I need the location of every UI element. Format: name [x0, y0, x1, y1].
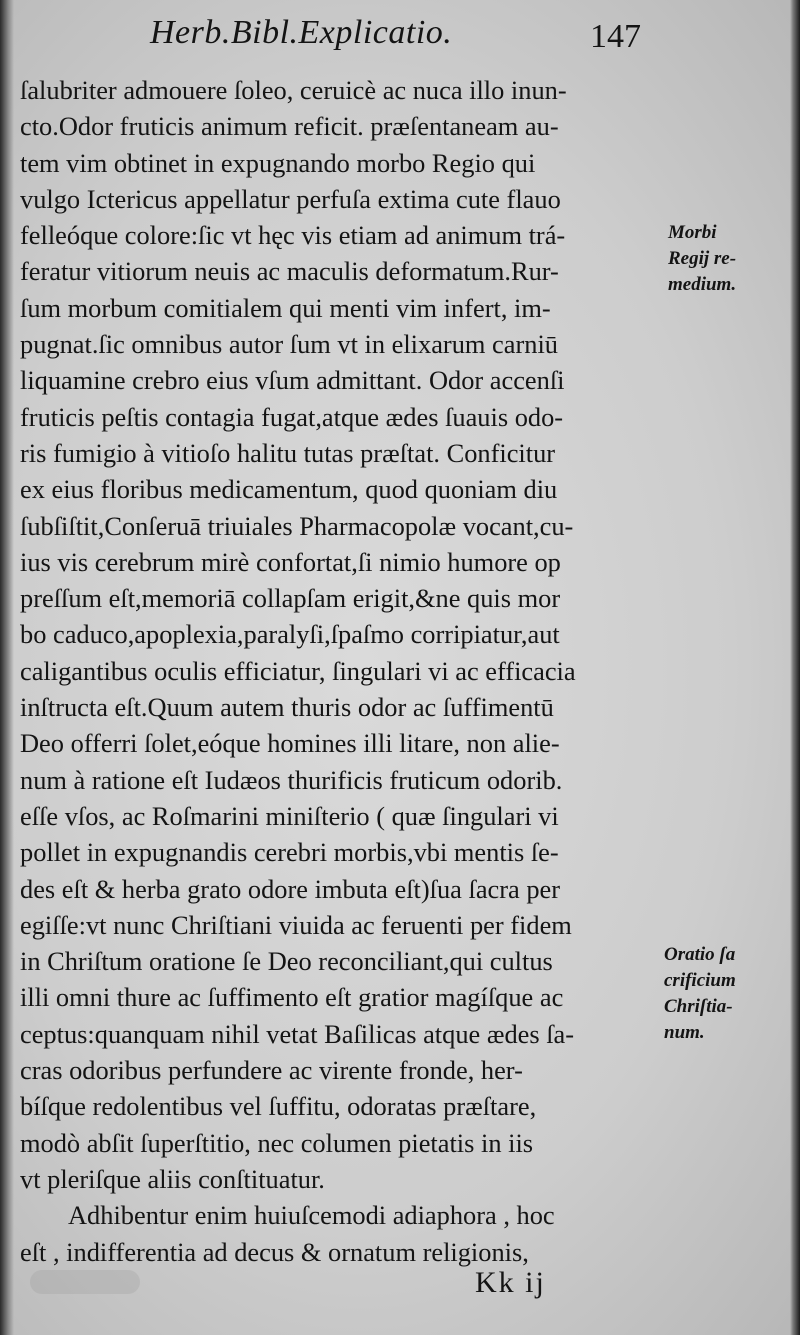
- text-line: ceptus:quanquam nihil vetat Baſilicas atque ædes ſa-: [20, 1018, 575, 1049]
- text-line: vulgo Ictericus appellatur perfuſa extima cute flauo: [20, 183, 561, 214]
- text-line: bíſque redolentibus vel ſuffitu, odoratas præſtare,: [20, 1091, 537, 1122]
- faint-bleed-mark: [30, 1270, 140, 1294]
- text-line: Deo offerri ſolet,eóque homines illi litare, non alie-: [20, 728, 560, 759]
- text-line: ex eius floribus medicamentum, quod quoniam diu: [20, 474, 558, 505]
- text-line: ris fumigio à vitioſo halitu tutas præſtat. Conficitur: [20, 437, 556, 468]
- margin-note-line: medium.: [668, 274, 737, 295]
- text-line: eſſe vſos, ac Roſmarini miniſterio ( quæ ſingulari vi: [20, 800, 559, 831]
- text-line: felleóque colore:ſic vt hęc vis etiam ad animum trá-: [20, 220, 566, 251]
- text-line: bo caduco,apoplexia,paralyſi,ſpaſmo corripiatur,aut: [20, 619, 560, 650]
- page-edge-left: [0, 0, 14, 1335]
- paragraph-2-line: eſt , indifferentia ad decus & ornatum religionis,: [20, 1236, 529, 1267]
- text-line: des eſt & herba grato odore imbuta eſt)ſua ſacra per: [20, 873, 561, 904]
- text-line: cto.Odor fruticis animum reficit. præſentaneam au-: [20, 111, 559, 142]
- text-line: num à ratione eſt Iudæos thurificis fruticum odorib.: [20, 764, 563, 795]
- paragraph-2-line: Adhibentur enim huiuſcemodi adiaphora , hoc: [68, 1200, 555, 1231]
- text-line: ſubſiſtit,Conſeruā triuiales Pharmacopolæ vocant,cu-: [20, 510, 574, 541]
- text-line: ſum morbum comitialem qui menti vim infert, im-: [20, 292, 551, 323]
- text-line: ſalubriter admouere ſoleo, ceruicè ac nuca illo inun-: [20, 75, 567, 105]
- signature-mark: Kk ij: [475, 1266, 546, 1299]
- text-line: illi omni thure ac ſuffimento eſt gratior magíſque ac: [20, 982, 564, 1013]
- text-line: cras odoribus perfundere ac virente fronde, her-: [20, 1055, 523, 1086]
- text-line: ius vis cerebrum mirè confortat,ſi nimio humore op: [20, 546, 561, 577]
- text-line: pollet in expugnandis cerebri morbis,vbi mentis ſe-: [20, 837, 559, 868]
- running-head: Herb.Bibl.Explicatio.: [150, 14, 453, 51]
- text-line: liquamine crebro eius vſum admittant. Odor accenſi: [20, 365, 565, 396]
- margin-note-line: crificium: [664, 970, 736, 991]
- page-edge-right: [790, 0, 800, 1335]
- text-line: tem vim obtinet in expugnando morbo Regio qui: [20, 147, 536, 178]
- margin-note-line: Oratio ſa: [664, 944, 736, 965]
- margin-note-morbi-regij: [668, 220, 788, 298]
- text-line: preſſum eſt,memoriā collapſam erigit,&ne quis mor: [20, 583, 561, 614]
- margin-note-line: Regij re-: [668, 248, 737, 269]
- margin-note-oratio: [664, 942, 784, 1046]
- text-line: fruticis peſtis contagia fugat,atque ædes ſuauis odo-: [20, 401, 564, 432]
- margin-note-line: Chriſtia-: [664, 996, 733, 1017]
- text-line: pugnat.ſic omnibus autor ſum vt in elixarum carniū: [20, 329, 558, 360]
- text-line: caligantibus oculis efficiatur, ſingulari vi ac efficacia: [20, 655, 576, 686]
- text-line: inſtructa eſt.Quum autem thuris odor ac ſuffimentū: [20, 692, 554, 723]
- margin-note-line: num.: [664, 1022, 705, 1043]
- text-line: in Chriſtum oratione ſe Deo reconciliant,qui cultus: [20, 946, 553, 977]
- text-line: vt pleriſque aliis conſtituatur.: [20, 1163, 325, 1194]
- text-line: modò abſit ſuperſtitio, nec columen pietatis in iis: [20, 1127, 534, 1158]
- page-number: 147: [590, 18, 641, 55]
- text-line: feratur vitiorum neuis ac maculis deformatum.Rur-: [20, 256, 559, 287]
- body-text: [20, 72, 665, 1270]
- margin-note-line: Morbi: [668, 222, 717, 243]
- text-line: egiſſe:vt nunc Chriſtiani viuida ac feruenti per fidem: [20, 909, 572, 940]
